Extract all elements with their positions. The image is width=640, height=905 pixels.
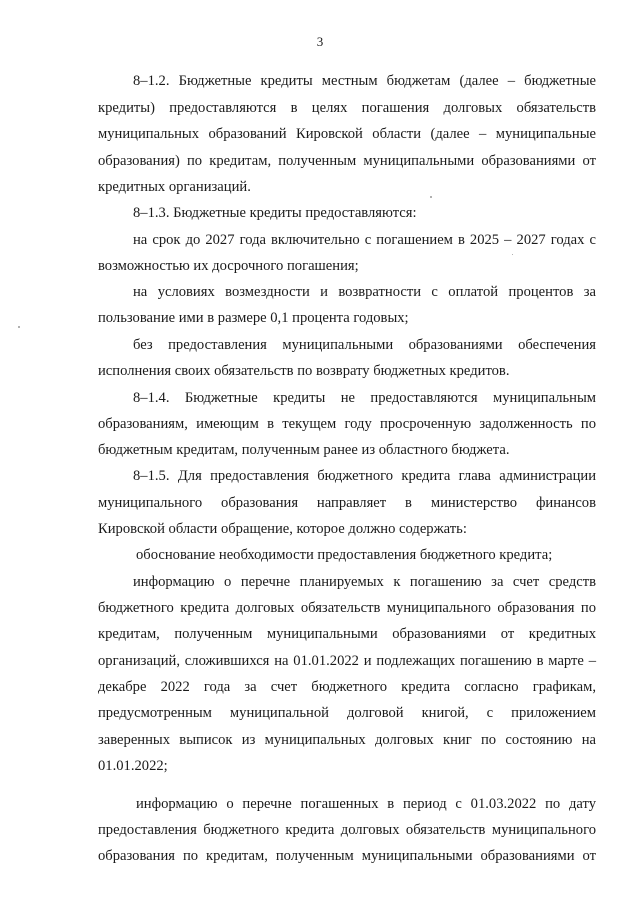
text-line: возможностью их досрочного погашения; [98,258,359,274]
text-line: на условиях возмездности и возвратности с оплатой процентов за [133,284,596,300]
text-line: 8–1.2. Бюджетные кредиты местным бюджетам (далее – бюджетные [133,73,596,89]
text-line: бюджетным кредитам, полученным ранее из областного бюджета. [98,442,510,458]
text-line: 01.01.2022; [98,758,168,774]
text-line: 8–1.4. Бюджетные кредиты не предоставляются муниципальным [133,390,596,406]
scan-speck [512,254,513,255]
text-line: на срок до 2027 года включительно с погашением в 2025 – 2027 годах с [133,232,596,248]
text-line: образования по кредитам, полученным муниципальными образованиями от [98,848,596,864]
text-line: 8–1.3. Бюджетные кредиты предоставляются: [133,205,417,221]
text-line: образования) по кредитам, полученным муниципальными образованиями от [98,153,596,169]
scan-speck [18,326,20,328]
text-line: информацию о перечне погашенных в период с 01.03.2022 по дату [136,796,596,812]
text-line: образованиям, имеющим в текущем году просроченную задолженность по [98,416,596,432]
text-line: муниципального образования направляет в министерство финансов [98,495,596,511]
text-line: кредиты) предоставляются в целях погашения долговых обязательств [98,100,596,116]
text-line: 8–1.5. Для предоставления бюджетного кредита глава администрации [133,468,596,484]
text-line: муниципальных образований Кировской области (далее – муниципальные [98,126,596,142]
text-line: информацию о перечне планируемых к погашению за счет средств [133,574,596,590]
text-line: предоставления бюджетного кредита долговых обязательств муниципального [98,822,596,838]
text-line: декабре 2022 года за счет бюджетного кредита согласно графикам, [98,679,596,695]
text-line: без предоставления муниципальными образованиями обеспечения [133,337,596,353]
text-line: Кировской области обращение, которое должно содержать: [98,521,467,537]
text-line: кредитам, полученным муниципальными образованиями от кредитных [98,626,596,642]
text-line: исполнения своих обязательств по возврату бюджетных кредитов. [98,363,510,379]
scan-speck [430,196,432,198]
page-number: 3 [316,34,324,49]
text-line: пользование ими в размере 0,1 процента годовых; [98,310,409,326]
text-line: организаций, сложившихся на 01.01.2022 и подлежащих погашению в марте – [98,653,596,669]
text-line: предусмотренным муниципальной долговой книгой, с приложением [98,705,596,721]
text-line: кредитных организаций. [98,179,251,195]
text-line: заверенных выписок из муниципальных долговых книг по состоянию на [98,732,596,748]
text-line: бюджетного кредита долговых обязательств муниципального образования по [98,600,596,616]
text-line: обоснование необходимости предоставления бюджетного кредита; [136,547,553,563]
